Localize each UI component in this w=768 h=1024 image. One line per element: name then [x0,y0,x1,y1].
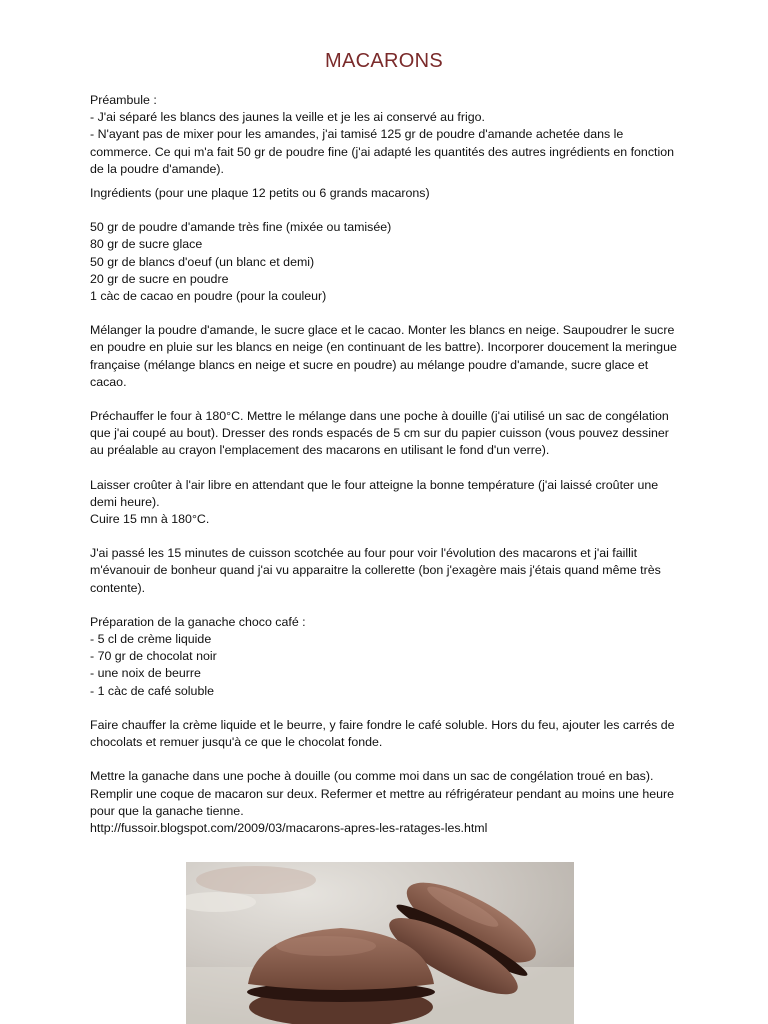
ganache-item: - 70 gr de chocolat noir [90,649,217,664]
macarons-illustration [186,862,574,1024]
anecdote-paragraph: J'ai passé les 15 minutes de cuisson scotchée au four pour voir l'évolution des macarons et j'ai faillit m'évanouir de bonheur quand j'ai vu apparaitre la collerette (bon j'exagère mais j'étais quand même très contente). [90,546,661,595]
assembly-paragraph: Mettre la ganache dans une poche à douille (ou comme moi dans un sac de congélation troué en bas). Remplir une coque de macaron sur deux. Refermer et mettre au réfrigérateur pendant au moins une heure pour que la ganache tienne. [90,769,675,818]
ganache-heading: Préparation de la ganache choco café : [90,614,306,629]
ingredient-item: 20 gr de sucre en poudre [90,271,229,286]
macarons-photo [186,862,574,1024]
ganache-item: - 1 càc de café soluble [90,683,214,698]
preamble-line: - J'ai séparé les blancs des jaunes la veille et je les ai conservé au frigo. [90,110,485,125]
macaron-highlight [276,936,376,956]
step-paragraph: Mélanger la poudre d'amande, le sucre glace et le cacao. Monter les blancs en neige. Saupoudrer le sucre en poudre en pluie sur les blancs en neige (en continuant de les battre). Incorporer doucement la meringue française (mélange blancs en neige et sucre en poudre) au mélange poudre d'amande, sucre glace et cacao. [90,323,677,389]
baking-time: Cuire 15 mn à 180°C. [90,512,210,527]
ganache-instructions: Faire chauffer la crème liquide et le beurre, y faire fondre le café soluble. Hors du feu, ajouter les carrés de chocolats et remuer jusqu'à ce que le chocolat fonde. [90,717,675,750]
source-url: http://fussoir.blogspot.com/2009/03/macarons-apres-les-ratages-les.html [90,820,488,835]
ingredients-heading: Ingrédients (pour une plaque 12 petits ou 6 grands macarons) [90,186,430,201]
ingredient-item: 50 gr de blancs d'oeuf (un blanc et demi) [90,254,315,269]
preamble-heading: Préambule : [90,93,157,107]
document-title: MACARONS [325,50,443,72]
step-paragraph: Préchauffer le four à 180°C. Mettre le mélange dans une poche à douille (j'ai utilisé un sac de congélation que j'ai coupé au bout). Dresser des ronds espacés de 5 cm sur du papier cuisson (vous pouvez dessiner au préalable au crayon l'emplacement des macarons en utilisant le fond d'un verre). [90,409,669,458]
document-body [90,92,680,837]
blurred-macaron [196,866,316,894]
ingredient-item: 50 gr de poudre d'amande très fine (mixée ou tamisée) [90,220,392,235]
ganache-item: - 5 cl de crème liquide [90,632,212,647]
baking-note: Laisser croûter à l'air libre en attendant que le four atteigne la bonne température (j'ai laissé croûter une demi heure). [90,477,659,509]
ingredient-item: 1 càc de cacao en poudre (pour la couleur) [90,289,327,304]
ingredient-item: 80 gr de sucre glace [90,237,203,252]
ganache-item: - une noix de beurre [90,666,201,681]
preamble-line: - N'ayant pas de mixer pour les amandes, j'ai tamisé 125 gr de poudre d'amande achetée dans le commerce. Ce qui m'a fait 50 gr de poudre fine (j'ai adapté les quantités des autres ingrédients en fonction de la poudre d'amande). [90,127,674,176]
